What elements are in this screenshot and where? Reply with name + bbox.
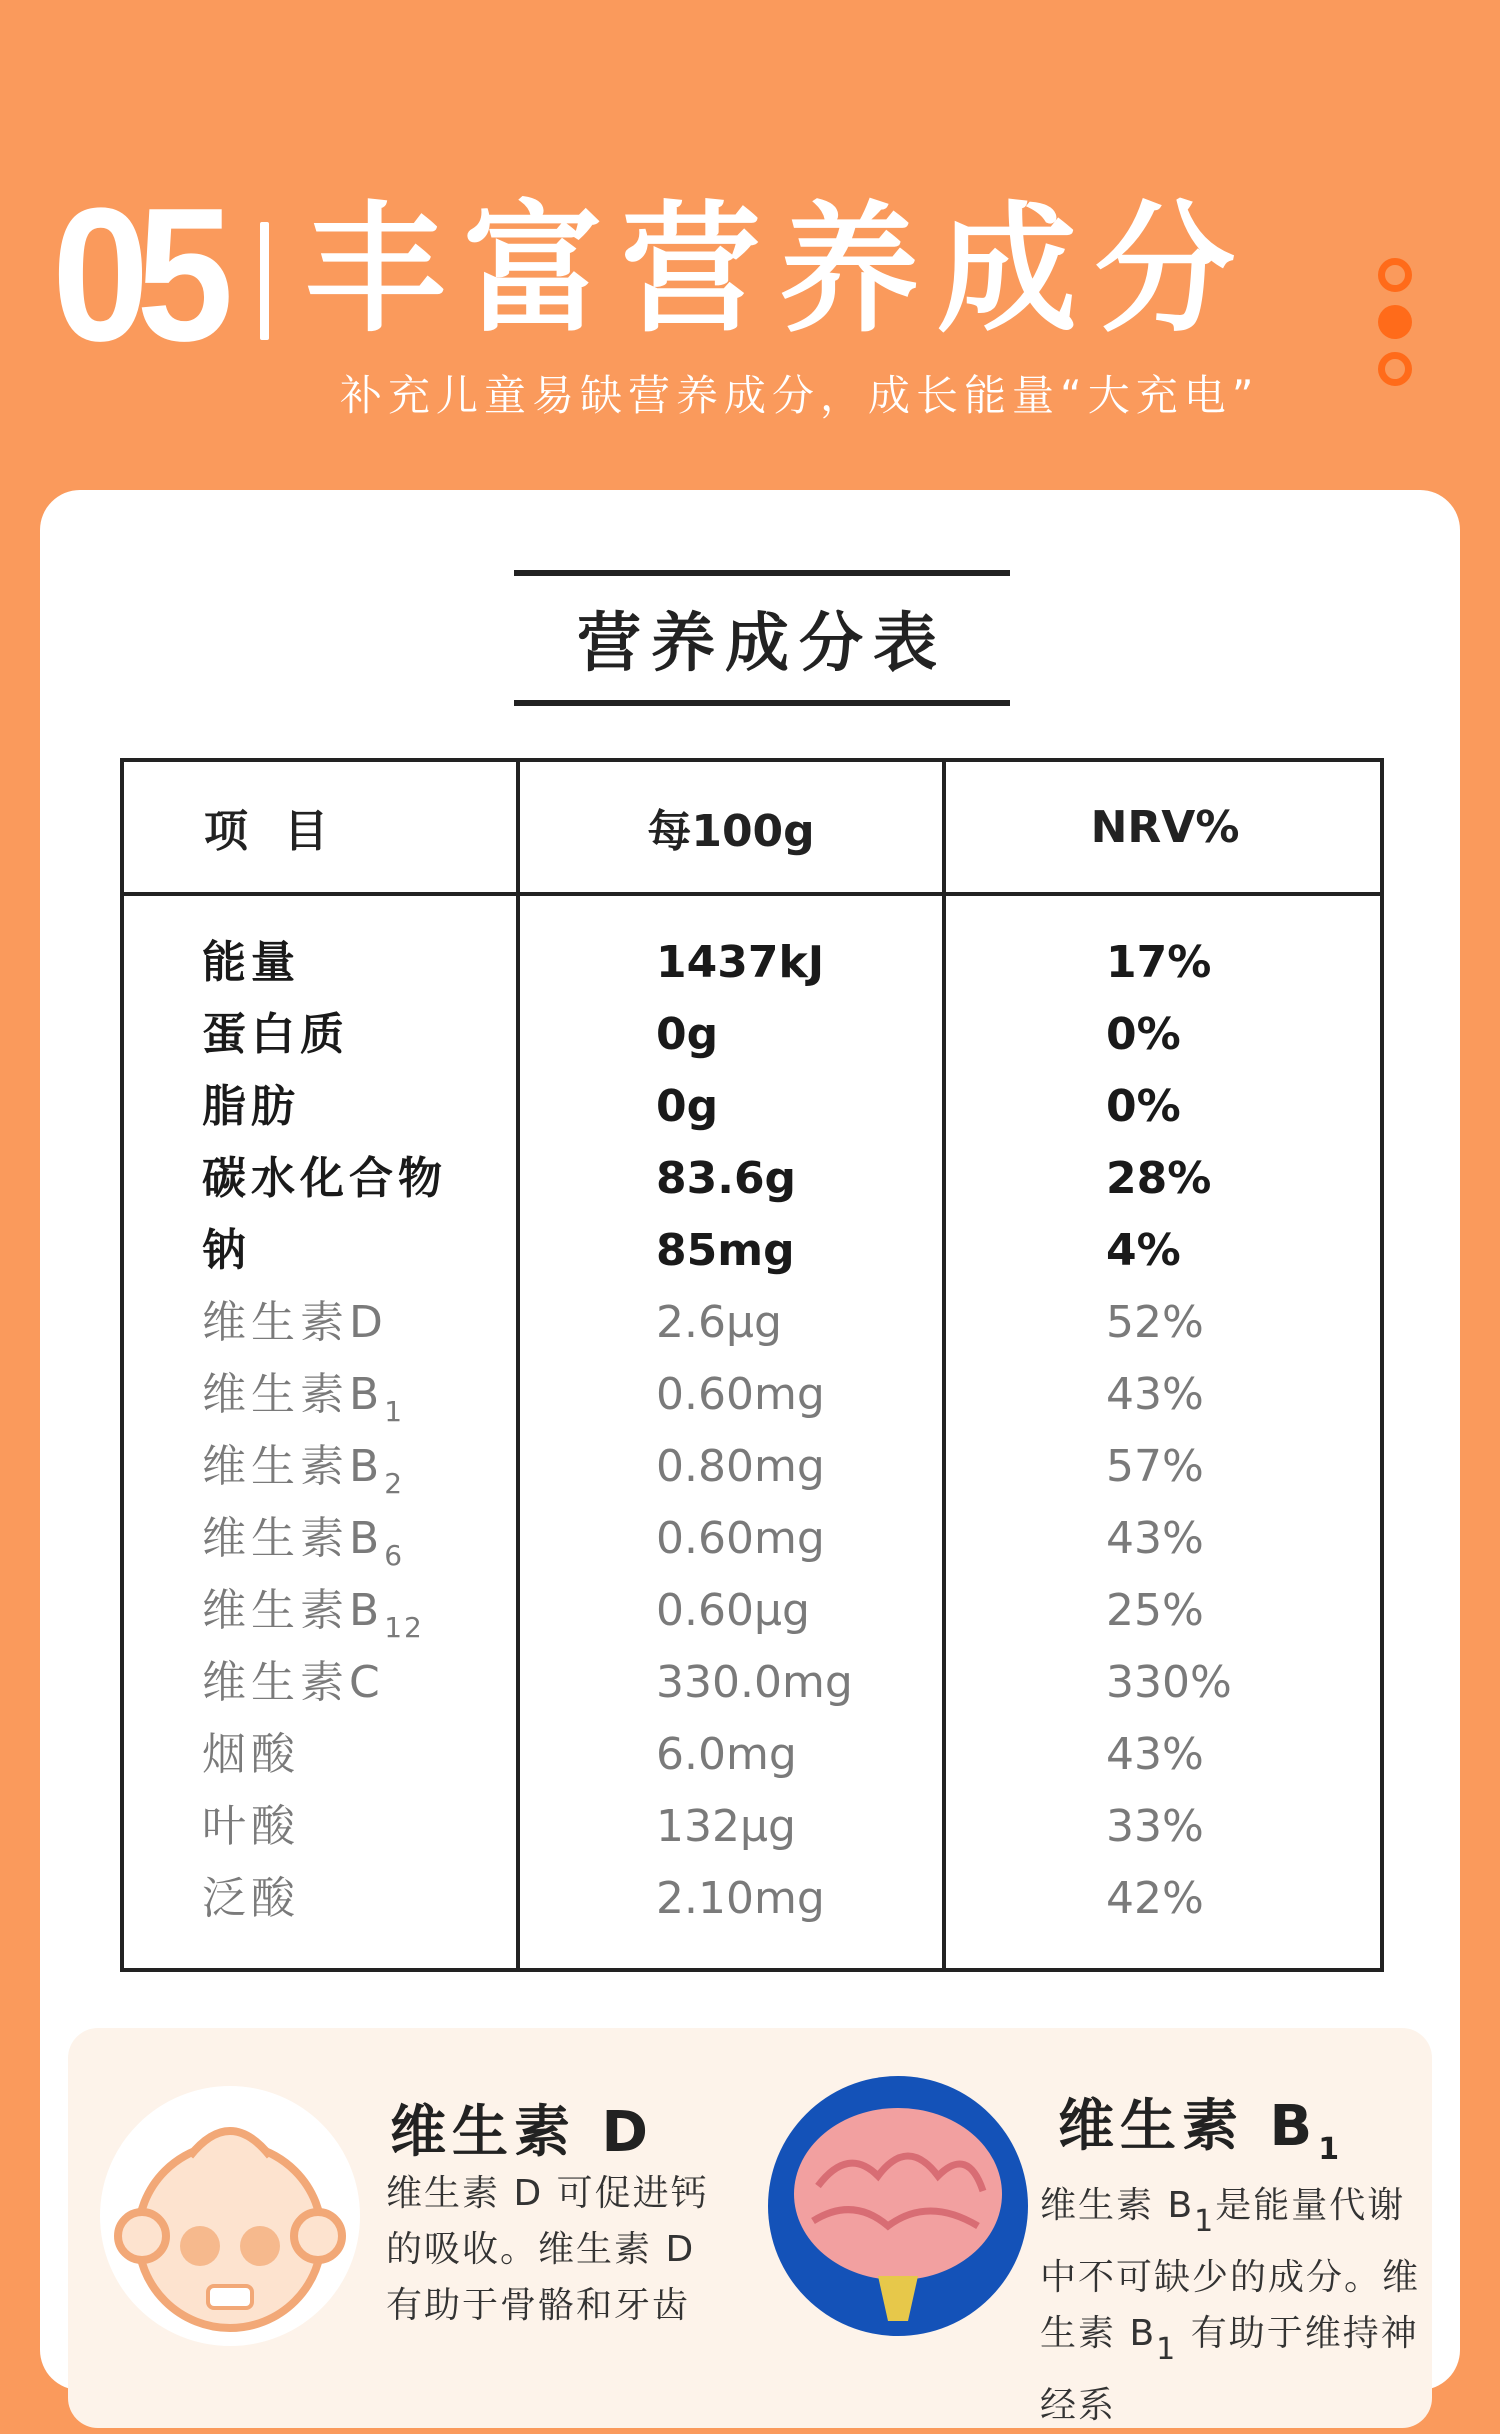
table-row — [124, 1503, 1380, 1575]
nutrient-subscript: 12 — [384, 1611, 424, 1644]
nutrition-card — [40, 490, 1460, 2426]
nutrient-per100g: 132μg — [656, 1801, 796, 1852]
header-nrv: NRV% — [1090, 801, 1240, 853]
table-title-frame — [514, 570, 1010, 706]
nutrient-per100g: 0.80mg — [656, 1441, 825, 1492]
nutrient-name — [202, 1503, 404, 1575]
nutrient-name-text: 碳水化合物 — [202, 1153, 447, 1204]
nutrient-per100g: 330.0mg — [656, 1657, 853, 1708]
nutrient-name-text: 维生素C — [202, 1657, 385, 1708]
nutrient-per100g: 1437kJ — [656, 937, 825, 988]
nutrient-name — [202, 1863, 300, 1935]
vitamin-b1-text-sub2: 1 — [1156, 2332, 1178, 2367]
nutrient-name — [202, 1575, 424, 1647]
header-per100g: 每100g — [647, 806, 815, 857]
nutrient-per100g: 0.60mg — [656, 1513, 825, 1564]
nutrient-name — [202, 999, 349, 1071]
nutrition-table — [120, 758, 1384, 1972]
nutrient-subscript: 2 — [384, 1467, 405, 1500]
vitamin-d-text: 维生素 D 可促进钙的吸收。维生素 D 有助于骨骼和牙齿 — [386, 2173, 709, 2326]
nutrient-per100g: 0g — [656, 1081, 719, 1132]
nutrient-name — [202, 1287, 388, 1359]
nutrient-per100g: 0.60mg — [656, 1369, 825, 1420]
nutrient-nrv: 0% — [1106, 1009, 1181, 1060]
nutrient-name — [202, 1215, 251, 1287]
table-body — [124, 927, 1380, 1935]
nutrient-name — [202, 1791, 300, 1863]
table-row — [124, 1647, 1380, 1719]
nutrient-nrv: 57% — [1106, 1441, 1204, 1492]
nutrient-nrv: 330% — [1106, 1657, 1232, 1708]
nutrient-subscript: 1 — [384, 1395, 405, 1428]
dot-ring-icon — [1378, 352, 1412, 386]
nutrient-name-text: 维生素B — [202, 1441, 385, 1492]
nutrient-name-text: 烟酸 — [202, 1729, 300, 1780]
nutrient-per100g: 6.0mg — [656, 1729, 797, 1780]
nutrient-per100g: 2.6μg — [656, 1297, 782, 1348]
nutrient-nrv: 43% — [1106, 1369, 1204, 1420]
vitamin-b1-title-sub: 1 — [1318, 2132, 1346, 2167]
nutrient-nrv: 52% — [1106, 1297, 1204, 1348]
nutrient-name-text: 维生素D — [202, 1297, 388, 1348]
nutrient-nrv: 25% — [1106, 1585, 1204, 1636]
table-row — [124, 1431, 1380, 1503]
nutrient-name — [202, 1719, 300, 1791]
table-row — [124, 1791, 1380, 1863]
vitamin-info-panel — [68, 2028, 1432, 2428]
table-row — [124, 1575, 1380, 1647]
nutrient-nrv: 4% — [1106, 1225, 1181, 1276]
nutrient-nrv: 0% — [1106, 1081, 1181, 1132]
vitamin-b1-text — [1040, 2178, 1420, 2434]
nutrient-name — [202, 1359, 404, 1431]
nutrient-name — [202, 1647, 385, 1719]
vitamin-b1-text-post: 有助于维持神经系 — [1040, 2313, 1419, 2426]
vitamin-b1-text-pre: 维生素 B — [1040, 2185, 1195, 2226]
nutrient-per100g: 83.6g — [656, 1153, 797, 1204]
nutrient-nrv: 17% — [1106, 937, 1212, 988]
table-row — [124, 1863, 1380, 1935]
nutrient-per100g: 85mg — [656, 1225, 795, 1276]
vitamin-b1-title — [1058, 2082, 1345, 2167]
nutrient-name-text: 叶酸 — [202, 1801, 300, 1852]
nutrient-name-text: 维生素B — [202, 1513, 385, 1564]
dot-ring-icon — [1378, 258, 1412, 292]
vitamin-b1-title-text: 维生素 B — [1058, 2094, 1319, 2159]
dot-fill-icon — [1378, 305, 1412, 339]
header-divider — [120, 892, 1384, 896]
nutrient-name — [202, 1431, 404, 1503]
table-row — [124, 1719, 1380, 1791]
table-row — [124, 1071, 1380, 1143]
table-row — [124, 1359, 1380, 1431]
table-title: 营养成分表 — [577, 607, 947, 681]
child-face-icon — [100, 2086, 360, 2346]
header-item: 项目 — [204, 806, 364, 857]
section-number: 05 — [52, 169, 221, 381]
nutrient-nrv: 43% — [1106, 1729, 1204, 1780]
nutrient-nrv: 33% — [1106, 1801, 1204, 1852]
nutrient-nrv: 42% — [1106, 1873, 1204, 1924]
hero-header — [0, 0, 1500, 480]
table-row — [124, 999, 1380, 1071]
brain-icon — [768, 2076, 1028, 2336]
section-title: 丰富营养成分 — [305, 189, 1254, 352]
nutrient-name-text: 维生素B — [202, 1585, 385, 1636]
nutrient-name — [202, 927, 300, 999]
vitamin-d-title: 维生素 D — [390, 2100, 654, 2165]
nutrient-name-text: 泛酸 — [202, 1873, 300, 1924]
table-row — [124, 1215, 1380, 1287]
decorative-dots — [1378, 258, 1414, 399]
nutrient-name — [202, 1143, 447, 1215]
vitamin-b1-text-body: 是能量代谢中不可缺少的成分。维生素 B — [1040, 2185, 1421, 2354]
table-row — [124, 1287, 1380, 1359]
title-divider — [260, 222, 269, 340]
section-subtitle: 补充儿童易缺营养成分，成长能量“大充电” — [340, 371, 1260, 420]
nutrient-nrv: 43% — [1106, 1513, 1204, 1564]
table-row — [124, 927, 1380, 999]
nutrient-name-text: 脂肪 — [202, 1081, 300, 1132]
nutrient-subscript: 6 — [384, 1539, 405, 1572]
nutrient-name-text: 能量 — [202, 937, 300, 988]
nutrient-name-text: 钠 — [202, 1225, 251, 1276]
nutrient-name-text: 蛋白质 — [202, 1009, 349, 1060]
nutrient-per100g: 2.10mg — [656, 1873, 825, 1924]
nutrient-name — [202, 1071, 300, 1143]
table-row — [124, 1143, 1380, 1215]
nutrient-name-text: 维生素B — [202, 1369, 385, 1420]
vitamin-b1-text-sub: 1 — [1194, 2204, 1216, 2239]
nutrient-per100g: 0.60μg — [656, 1585, 810, 1636]
nutrient-per100g: 0g — [656, 1009, 719, 1060]
nutrient-nrv: 28% — [1106, 1153, 1212, 1204]
